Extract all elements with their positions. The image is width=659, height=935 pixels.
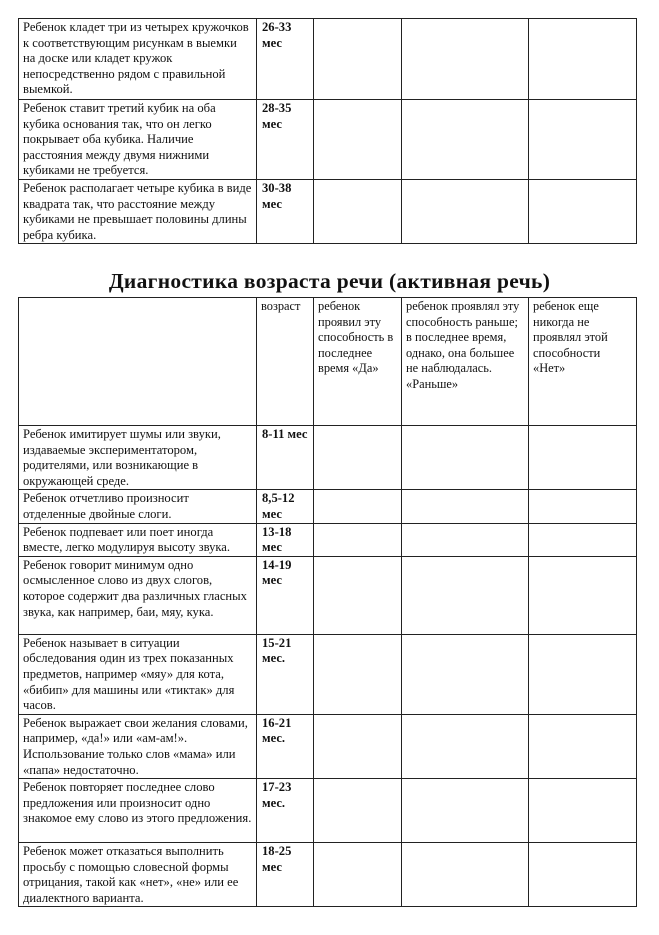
header-no: ребенок еще никогда не проявлял этой способности «Нет» [529,298,637,426]
age-range: 17-23 мес. [257,779,314,843]
answer-cell-earlier [402,426,529,490]
answer-cell-earlier [402,19,529,100]
header-description [19,298,257,426]
answer-cell-yes [314,779,402,843]
age-range: 18-25 мес [257,843,314,907]
answer-cell-earlier [402,523,529,556]
age-range: 14-19 мес [257,556,314,634]
table-row [19,490,637,523]
header-age: возраст [257,298,314,426]
answer-cell-no [529,523,637,556]
answer-cell-earlier [402,843,529,907]
skill-description: Ребенок выражает свои желания словами, например, «да!» или «ам-ам!». Использование только слов «мама» или «папа» недостаточно. [19,714,257,778]
age-range: 16-21 мес. [257,714,314,778]
answer-cell-yes [314,634,402,714]
answer-cell-no [529,100,637,180]
answer-cell-no [529,843,637,907]
answer-cell-yes [314,843,402,907]
answer-cell-yes [314,490,402,523]
skill-description: Ребенок ставит третий кубик на оба кубика основания так, что он легко покрывает оба кубика. Наличие расстояния между двумя нижними кубиками не требуется. [19,100,257,180]
answer-cell-yes [314,100,402,180]
answer-cell-no [529,634,637,714]
header-yes: ребенок проявил эту способность в последнее время «Да» [314,298,402,426]
table-row [19,779,637,843]
table-row [19,634,637,714]
table-row [19,523,637,556]
age-range: 26-33 мес [257,19,314,100]
answer-cell-no [529,490,637,523]
answer-cell-yes [314,426,402,490]
answer-cell-yes [314,180,402,244]
answer-cell-no [529,714,637,778]
table-row [19,426,637,490]
answer-cell-earlier [402,634,529,714]
skill-description: Ребенок называет в ситуации обследования один из трех показанных предметов, например «мяу» для кота, «бибип» для машины или «тиктак» для часов. [19,634,257,714]
table-row [19,19,637,100]
answer-cell-earlier [402,779,529,843]
answer-cell-yes [314,523,402,556]
age-range: 8-11 мес [257,426,314,490]
age-range: 28-35 мес [257,100,314,180]
header-earlier: ребенок проявлял эту способность раньше; в последнее время, однако, она большее не наблюдалась. «Раньше» [402,298,529,426]
age-range: 15-21 мес. [257,634,314,714]
answer-cell-no [529,556,637,634]
answer-cell-earlier [402,556,529,634]
table-header-row [19,298,637,426]
answer-cell-yes [314,556,402,634]
age-range: 8,5-12 мес [257,490,314,523]
skill-description: Ребенок может отказаться выполнить просьбу с помощью словесной формы отрицания, такой как «нет», «не» или ее диалектного варианта. [19,843,257,907]
answer-cell-yes [314,714,402,778]
answer-cell-earlier [402,100,529,180]
answer-cell-no [529,180,637,244]
skill-description: Ребенок говорит минимум одно осмысленное слово из двух слогов, которое содержит два различных гласных звука, как например, баи, мяу, кука. [19,556,257,634]
age-range: 30-38 мес [257,180,314,244]
table-row [19,714,637,778]
answer-cell-yes [314,19,402,100]
table-row [19,180,637,244]
skill-description: Ребенок кладет три из четырех кружочков к соответствующим рисункам в выемки на доске или кладет кружок непосредственно рядом с правильной выемкой. [19,19,257,100]
skill-description: Ребенок располагает четыре кубика в виде квадрата так, что расстояние между кубиками не превышает половины длины ребра кубика. [19,180,257,244]
answer-cell-earlier [402,714,529,778]
skill-description: Ребенок имитирует шумы или звуки, издаваемые экспериментатором, родителями, или возникающие в окружающей среде. [19,426,257,490]
skill-description: Ребенок подпевает или поет иногда вместе, легко модулируя высоту звука. [19,523,257,556]
answer-cell-no [529,779,637,843]
table-row [19,100,637,180]
section-title: Диагностика возраста речи (активная речь) [108,269,551,293]
skill-description: Ребенок повторяет последнее слово предложения или произносит одно знакомое ему слово из этого предложения. [19,779,257,843]
answer-cell-earlier [402,180,529,244]
answer-cell-no [529,19,637,100]
answer-cell-earlier [402,490,529,523]
answer-cell-no [529,426,637,490]
table-row [19,556,637,634]
skills-table-continued [18,18,637,244]
age-range: 13-18 мес [257,523,314,556]
table-row [19,843,637,907]
skill-description: Ребенок отчетливо произносит отделенные двойные слоги. [19,490,257,523]
speech-diagnostics-table [18,297,637,907]
